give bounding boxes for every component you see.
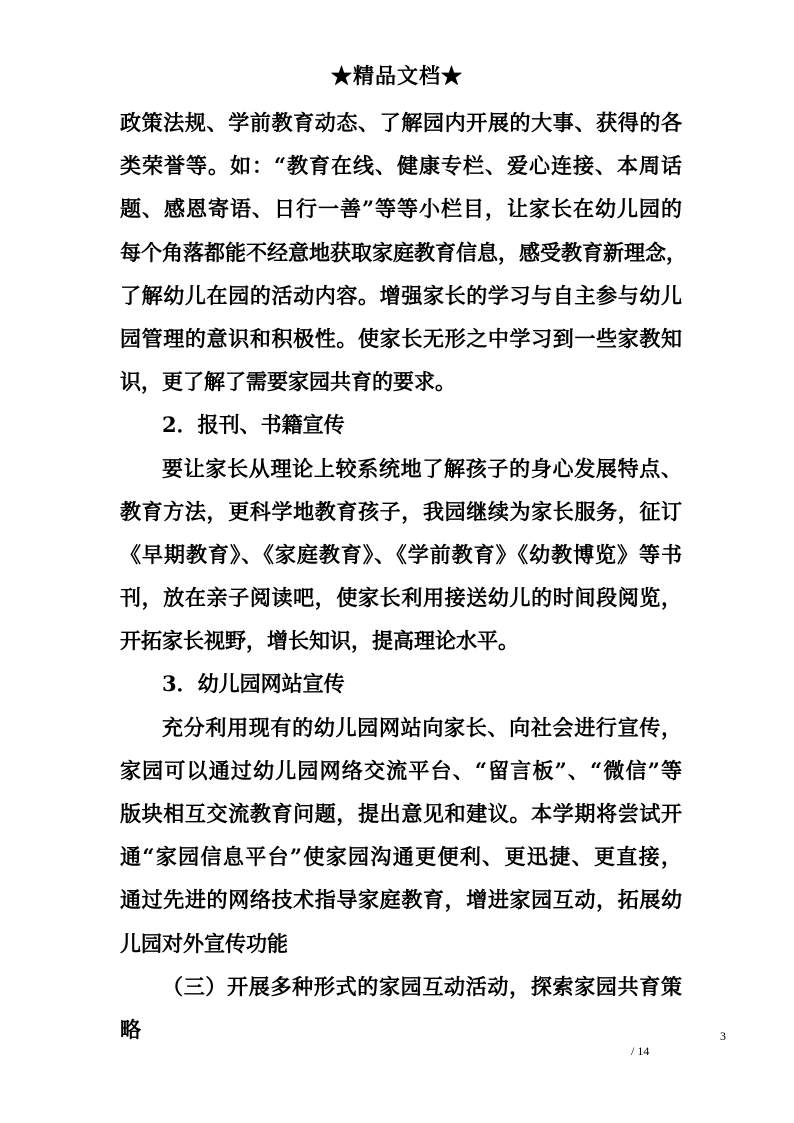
document-header-title: ★精品文档★ — [331, 63, 463, 88]
page-number: 3 — [720, 1029, 726, 1043]
paragraph-line: 儿园对外宣传功能 — [120, 930, 288, 956]
section-heading: 3．幼儿园网站宣传 — [162, 671, 345, 697]
paragraph-line: 每个角落都能不经意地获取家庭教育信息，感受教育新理念， — [120, 239, 687, 265]
paragraph-line: 略 — [120, 1016, 141, 1042]
paragraph-line: 刊，放在亲子阅读吧，使家长利用接送幼儿的时间段阅览， — [120, 585, 682, 611]
section-heading: （三）开展多种形式的家园互动活动，探索家园共育策 — [162, 973, 682, 999]
paragraph-line: 家园可以通过幼儿园网络交流平台、“留言板”、“微信”等 — [120, 757, 682, 783]
document-body — [120, 101, 687, 1051]
paragraph-line: 识，更了解了需要家园共育的要求。 — [120, 369, 456, 395]
paragraph-line: 题、感恩寄语、日行一善”等等小栏目，让家长在幼儿园的 — [120, 196, 682, 222]
paragraph-line: 园管理的意识和积极性。使家长无形之中学习到一些家教知 — [120, 325, 682, 351]
paragraph-line: 通“家园信息平台”使家园沟通更便利、更迅捷、更直接， — [120, 844, 682, 870]
paragraph-line: 类荣誉等。如：“教育在线、健康专栏、爱心连接、本周话 — [120, 153, 682, 179]
paragraph-line: 要让家长从理论上较系统地了解孩子的身心发展特点、 — [162, 455, 682, 481]
paragraph-line: 教育方法，更科学地教育孩子，我园继续为家长服务，征订 — [120, 498, 682, 524]
section-heading: 2．报刊、书籍宣传 — [162, 412, 345, 438]
paragraph-line: 了解幼儿在园的活动内容。增强家长的学习与自主参与幼儿 — [120, 282, 682, 308]
paragraph-line: 版块相互交流教育问题，提出意见和建议。本学期将尝试开 — [120, 801, 682, 826]
page-total: / 14 — [631, 1044, 650, 1058]
paragraph-line: 充分利用现有的幼儿园网站向家长、向社会进行宣传， — [162, 714, 682, 740]
paragraph-line: 开拓家长视野，增长知识，提高理论水平。 — [120, 628, 519, 654]
paragraph-line: 通过先进的网络技术指导家庭教育，增进家园互动，拓展幼 — [120, 887, 682, 913]
paragraph-line: 政策法规、学前教育动态、了解园内开展的大事、获得的各 — [120, 110, 682, 135]
paragraph-line: 《早期教育》、《家庭教育》、《学前教育》《幼教博览》等书 — [120, 541, 682, 567]
